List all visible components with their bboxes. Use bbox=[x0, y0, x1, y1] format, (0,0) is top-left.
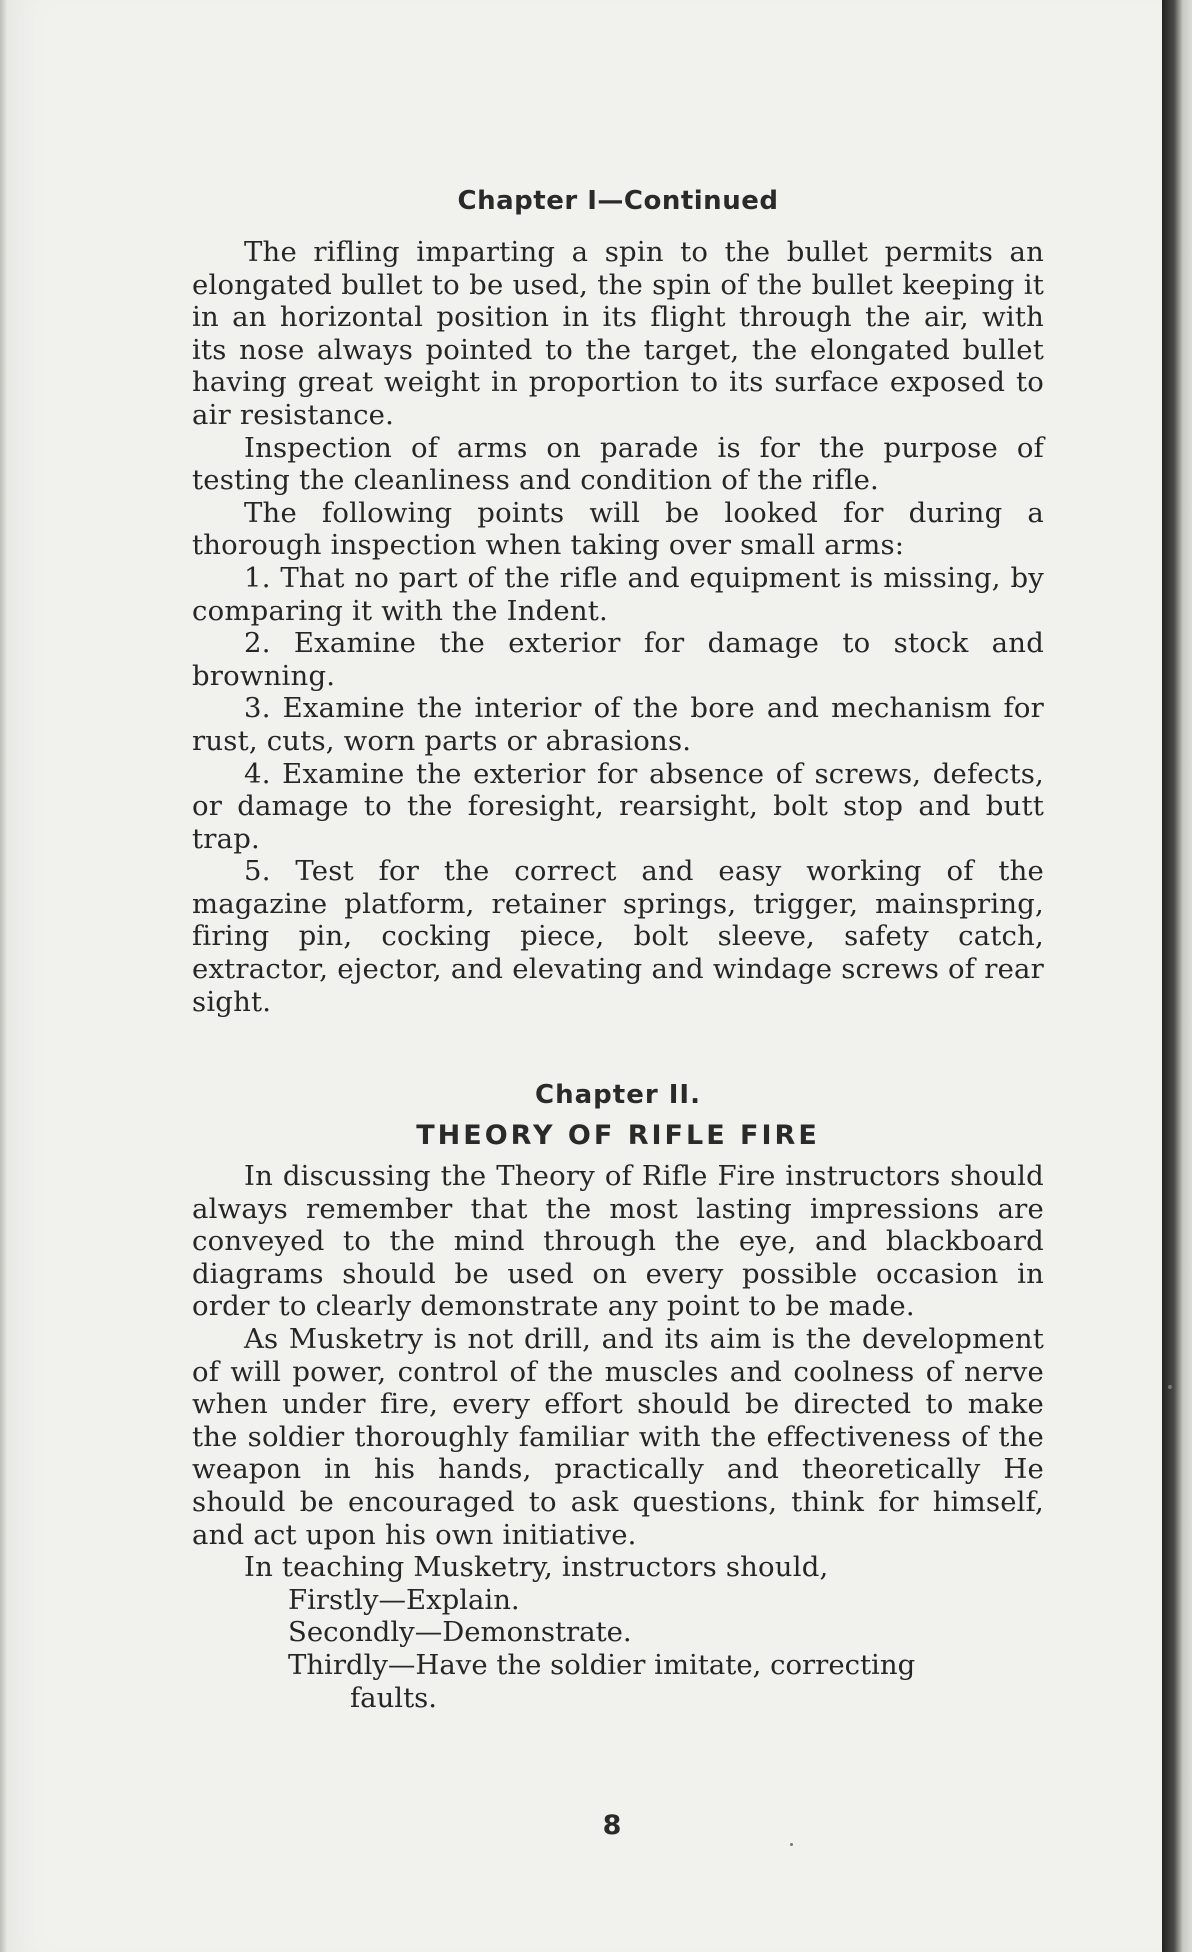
step-secondly: Secondly—Demonstrate. bbox=[288, 1616, 632, 1649]
paragraph-rifling: The rifling imparting a spin to the bullet permits an elongated bullet to be used, the spin of the bullet keeping it in an horizontal position in its flight through the air, with its nose always pointed to the target, the elongated bullet having great weight in proportion to its surface exposed to air resistance. bbox=[192, 236, 1044, 431]
paragraph-inspection: Inspection of arms on parade is for the purpose of testing the cleanliness and condition of the rifle. bbox=[192, 431, 1044, 497]
paragraph-discussing: In discussing the Theory of Rifle Fire instructors should always remember that the most lasting impressions are conveyed to the mind through the eye, and blackboard diagrams should be used on every possible occasion in order to clearly demonstrate any point to be made. bbox=[192, 1160, 1044, 1323]
chapter-1-body bbox=[192, 236, 1044, 1018]
list-item-3: 3. Examine the interior of the bore and mechanism for rust, cuts, worn parts or abrasions. bbox=[192, 692, 1044, 757]
page-left-edge bbox=[0, 0, 8, 1952]
chapter-2-title: THEORY OF RIFLE FIRE bbox=[416, 1120, 820, 1151]
step-firstly: Firstly—Explain. bbox=[288, 1583, 520, 1616]
list-item-2: 2. Examine the exterior for damage to stock and browning. bbox=[192, 627, 1044, 692]
paper-speck bbox=[790, 1843, 793, 1846]
chapter-2-heading: Chapter II. bbox=[535, 1080, 701, 1110]
list-item-5: 5. Test for the correct and easy working of the magazine platform, retainer springs, trigger, mainspring, firing pin, cocking piece, bolt sleeve, safety catch, extractor, ejector, and elevating and windage screws of rear sight. bbox=[192, 855, 1044, 1018]
paragraph-teaching: In teaching Musketry, instructors should, bbox=[244, 1551, 829, 1584]
step-thirdly-continued: faults. bbox=[350, 1681, 437, 1714]
paragraph-points: The following points will be looked for during a thorough inspection when taking over small arms: bbox=[192, 496, 1044, 562]
step-thirdly: Thirdly—Have the soldier imitate, correcting bbox=[288, 1648, 916, 1681]
paragraph-musketry: As Musketry is not drill, and its aim is the development of will power, control of the muscles and coolness of nerve when under fire, every effort should be directed to make the soldier thoroughly familiar with the effectiveness of the weapon in his hands, practically and theoretically He should be encouraged to ask questions, think for himself, and act upon his own initiative. bbox=[192, 1322, 1044, 1551]
page-number: 8 bbox=[602, 1810, 622, 1841]
page-gutter-shadow bbox=[1162, 0, 1192, 1952]
paper-speck bbox=[1168, 1385, 1172, 1389]
chapter-2-body bbox=[192, 1160, 1044, 1714]
list-item-4: 4. Examine the exterior for absence of screws, defects, or damage to the foresight, rearsight, bolt stop and butt trap. bbox=[192, 757, 1044, 855]
chapter-1-heading: Chapter I—Continued bbox=[457, 186, 779, 216]
list-item-1: 1. That no part of the rifle and equipment is missing, by comparing it with the Indent. bbox=[192, 561, 1044, 627]
